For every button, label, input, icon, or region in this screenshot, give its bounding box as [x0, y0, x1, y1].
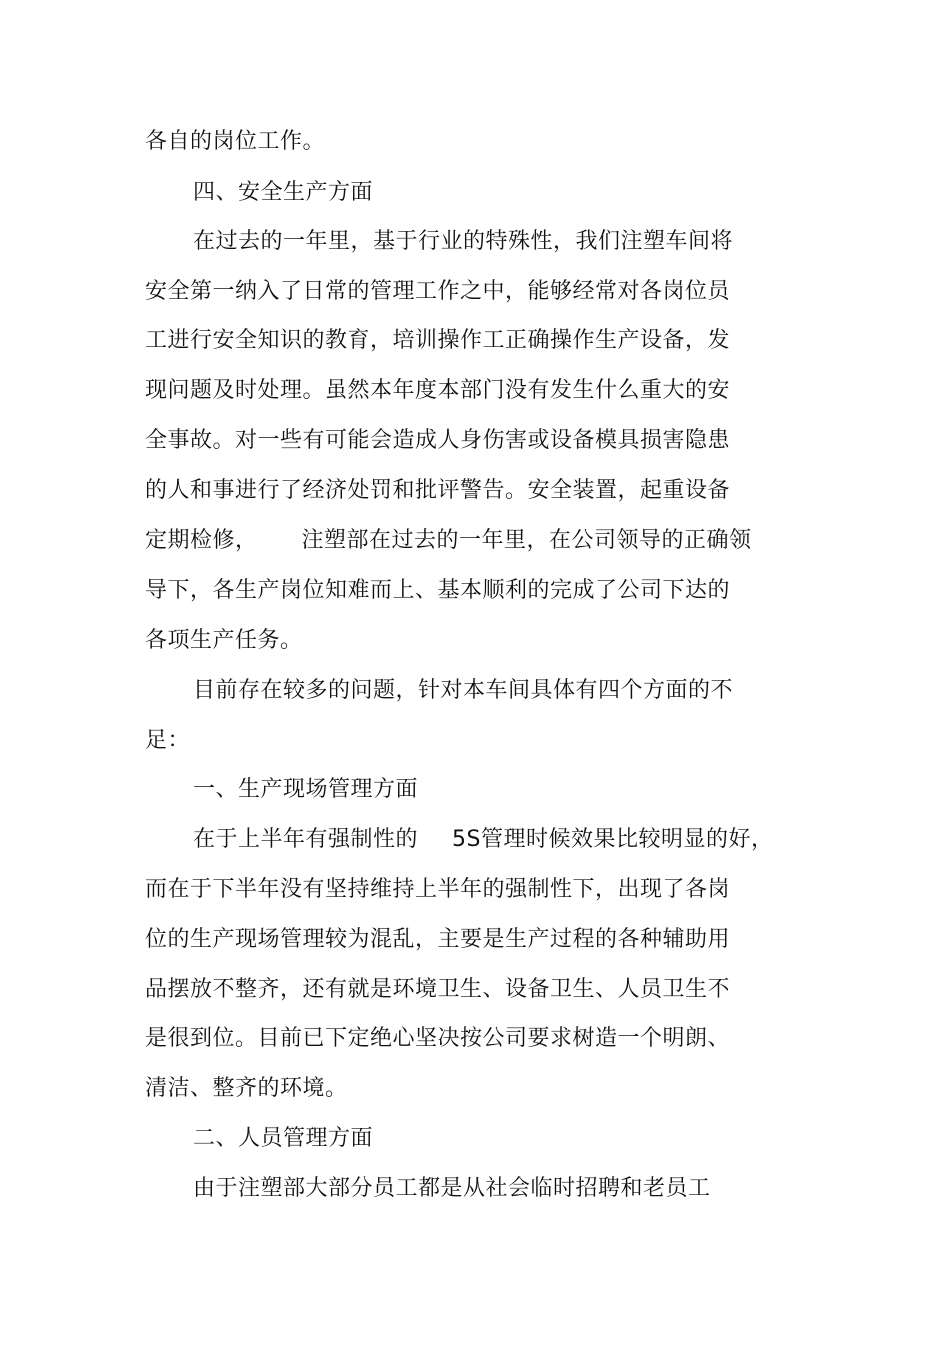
text-line: 位的生产现场管理较为混乱，主要是生产过程的各种辅助用 — [145, 927, 731, 952]
text-line: 全事故。对一些有可能会造成人身伤害或设备模具损害隐患 — [145, 428, 731, 453]
text-line: 目前存在较多的问题，针对本车间具体有四个方面的不 — [193, 678, 734, 703]
text-line — [193, 827, 773, 853]
text-fragment: 5S管理时候效果比较明显的好， — [452, 827, 774, 852]
text-line: 现问题及时处理。虽然本年度本部门没有发生什么重大的安 — [145, 378, 731, 403]
text-line — [145, 528, 752, 554]
text-line: 的人和事进行了经济处罚和批评警告。安全装置，起重设备 — [145, 478, 731, 503]
text-line: 而在于下半年没有坚持维持上半年的强制性下，出现了各岗 — [145, 877, 731, 902]
section-heading: 二、人员管理方面 — [193, 1126, 374, 1151]
text-line: 工进行安全知识的教育，培训操作工正确操作生产设备，发 — [145, 328, 731, 353]
text-fragment: 定期检修， — [145, 528, 258, 553]
text-line: 清洁、整齐的环境。 — [145, 1076, 348, 1101]
section-heading: 一、生产现场管理方面 — [193, 777, 419, 802]
text-line: 在过去的一年里，基于行业的特殊性，我们注塑车间将 — [193, 229, 734, 254]
text-line: 是很到位。目前已下定绝心坚决按公司要求树造一个明朗、 — [145, 1026, 731, 1051]
text-line: 安全第一纳入了日常的管理工作之中，能够经常对各岗位员 — [145, 279, 731, 304]
text-line: 品摆放不整齐，还有就是环境卫生、设备卫生、人员卫生不 — [145, 977, 731, 1002]
text-line: 各项生产任务。 — [145, 628, 303, 653]
text-line: 导下，各生产岗位知难而上、基本顺利的完成了公司下达的 — [145, 578, 731, 603]
text-line: 各自的岗位工作。 — [145, 129, 326, 154]
text-line: 足： — [145, 728, 191, 753]
text-line: 由于注塑部大部分员工都是从社会临时招聘和老员工 — [193, 1176, 711, 1201]
text-fragment: 在于上半年有强制性的 — [193, 827, 419, 852]
text-fragment: 注塑部在过去的一年里，在公司领导的正确领 — [301, 528, 752, 553]
section-heading: 四、安全生产方面 — [193, 180, 374, 205]
